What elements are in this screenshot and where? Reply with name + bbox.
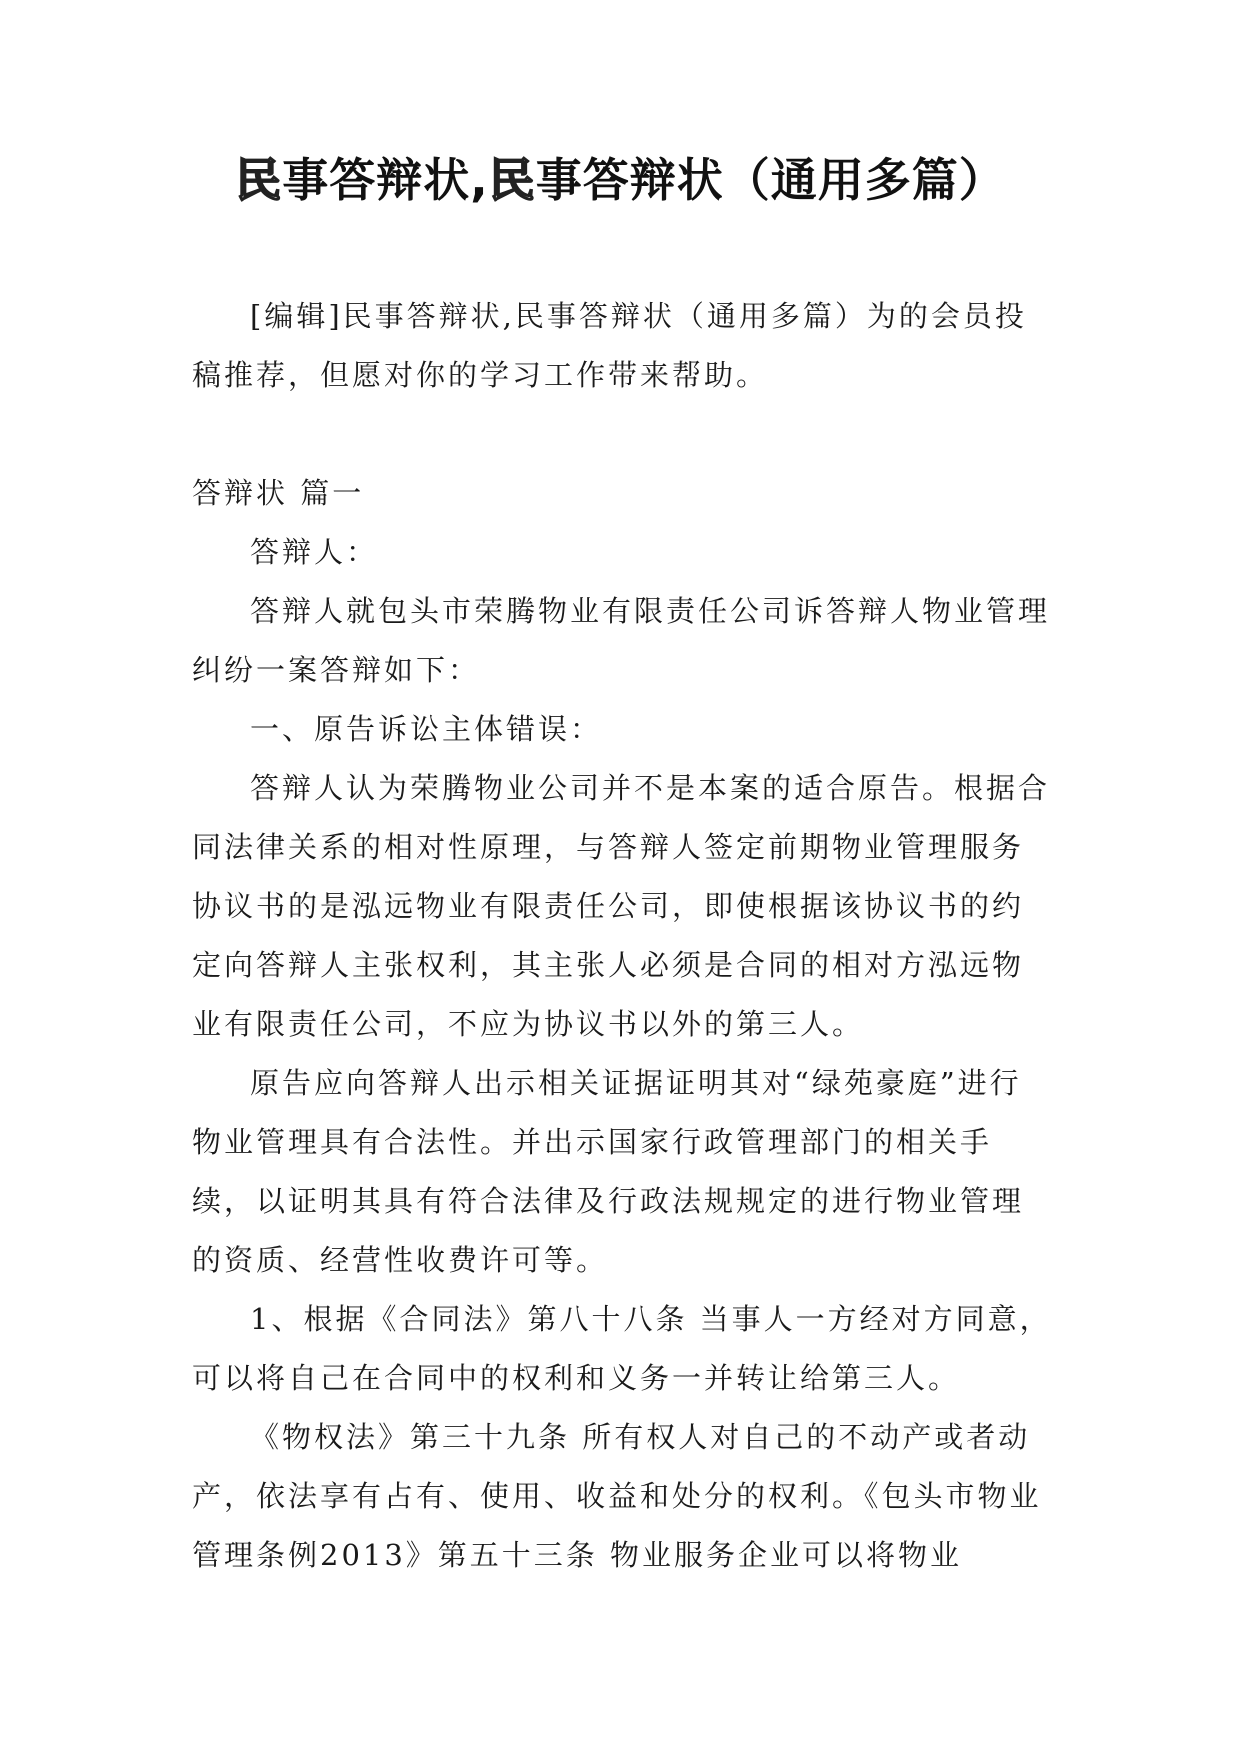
paragraph-evidence-request: 原告应向答辩人出示相关证据证明其对“绿苑豪庭”进行物业管理具有合法性。并出示国家行政管理部门的相关手续，以证明其具有符合法律及行政法规规定的进行物业管理的资质、经营性收费许可等。	[192, 1066, 1025, 1277]
title-hollow-char-1: 民	[235, 153, 283, 207]
paragraph-plaintiff-argument: 答辩人认为荣腾物业公司并不是本案的适合原告。根据合同法律关系的相对性原理，与答辩人签定前期物业管理服务协议书的是泓远物业有限责任公司，即使根据该协议书的约定向答辩人主张权利，其主张人必须是合同的相对方泓远物业有限责任公司，不应为协议书以外的第三人。	[192, 771, 1051, 1041]
paragraph-contract-law: 1、根据《合同法》第八十八条 当事人一方经对方同意，可以将自己在合同中的权利和义务一并转让给第三人。	[192, 1302, 1052, 1395]
paragraph-case-statement: 答辩人就包头市荣腾物业有限责任公司诉答辩人物业管理纠纷一案答辩如下：	[192, 594, 1051, 687]
document-body	[192, 287, 1052, 1585]
document-title	[0, 150, 1241, 210]
intro-paragraph: [编辑]民事答辩状,民事答辩状（通用多篇）为的会员投稿推荐，但愿对你的学习工作带来帮助。	[192, 299, 1027, 392]
title-text-2: 事答辩状（通用多篇）	[535, 153, 1006, 207]
title-hollow-char-2: 民	[488, 153, 536, 207]
paragraph-property-law: 《物权法》第三十九条 所有权人对自己的不动产或者动产，依法享有占有、使用、收益和处分的权利。《包头市物业管理条例2013》第五十三条 物业服务企业可以将物业	[192, 1420, 1042, 1572]
paragraph-point-one-heading: 一、原告诉讼主体错误：	[250, 712, 603, 746]
paragraph-respondent: 答辩人：	[250, 535, 379, 569]
section-heading: 答辩状 篇一	[192, 476, 365, 510]
title-text-1: 事答辩状,	[282, 153, 489, 207]
